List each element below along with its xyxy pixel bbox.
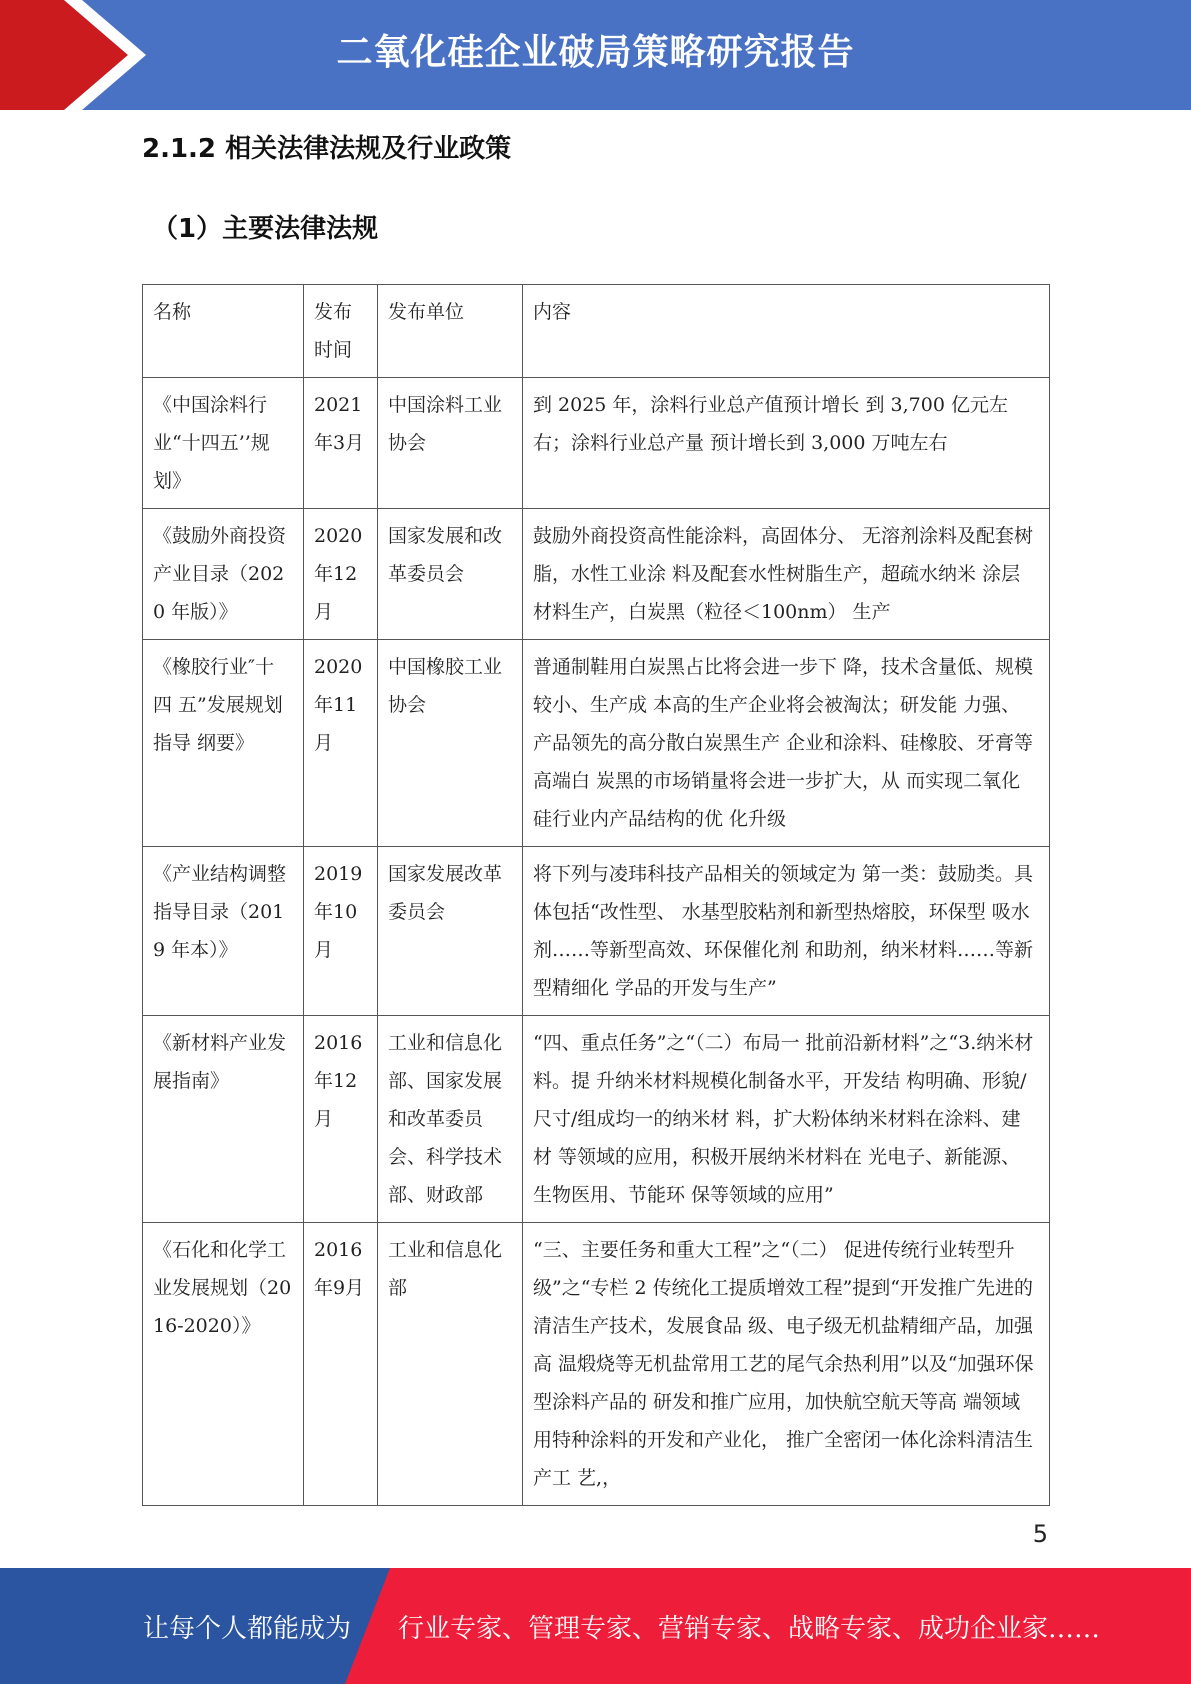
cell-date: 2020年11月 <box>304 640 378 847</box>
table-row <box>143 509 1050 640</box>
cell-issuer: 工业和信息化 部 <box>378 1223 523 1506</box>
page-header-banner <box>0 0 1191 110</box>
column-header-date: 发布时间 <box>304 285 378 378</box>
cell-content: 普通制鞋用白炭黑占比将会进一步下 降，技术含量低、规模较小、生产成 本高的生产企业将会被淘汰；研发能 力强、产品领先的高分散白炭黑生产 企业和涂料、硅橡胶、牙膏等高端白 炭黑的市场销量将会进一步扩大，从 而实现二氧化硅行业内产品结构的优 化升级 <box>523 640 1050 847</box>
table-header-row <box>143 285 1050 378</box>
table-row <box>143 847 1050 1016</box>
cell-issuer: 工业和信息化 部、国家发展 和改革委员 会、科学技术 部、财政部 <box>378 1016 523 1223</box>
cell-issuer: 国家发展改革 委员会 <box>378 847 523 1016</box>
cell-content: 将下列与凌玮科技产品相关的领域定为 第一类：鼓励类。具体包括“改性型、 水基型胶粘剂和新型热熔胶，环保型 吸水剂……等新型高效、环保催化剂 和助剂，纳米材料……等新型精细化 学品的开发与生产” <box>523 847 1050 1016</box>
cell-name: 《中国涂料行业“十四五’’规划》 <box>143 378 304 509</box>
column-header-issuer: 发布单位 <box>378 285 523 378</box>
cell-name: 《橡胶行业″十四 五”发展规划指导 纲要》 <box>143 640 304 847</box>
column-header-content: 内容 <box>523 285 1050 378</box>
cell-date: 2021年3月 <box>304 378 378 509</box>
table-row <box>143 1223 1050 1506</box>
cell-name: 《新材料产业发 展指南》 <box>143 1016 304 1223</box>
table-row <box>143 640 1050 847</box>
table-row <box>143 378 1050 509</box>
cell-content: “三、主要任务和重大工程”之“（二） 促进传统行业转型升级”之“专栏 2 传统化工提质增效工程”提到“开发推广先进的清洁生产技术，发展食品 级、电子级无机盐精细产品，加强高 温煅烧等无机盐常用工艺的尾气余热利用”以及“加强环保型涂料产品的 研发和推广应用，加快航空航天等高 端领域用特种涂料的开发和产业化， 推广全密闭一体化涂料清洁生产工 艺,， <box>523 1223 1050 1506</box>
column-header-name: 名称 <box>143 285 304 378</box>
page-footer-banner <box>0 1568 1191 1684</box>
footer-slogan-left: 让每个人都能成为 <box>143 1614 352 1644</box>
policy-table <box>142 284 1050 1506</box>
cell-date: 2016年9月 <box>304 1223 378 1506</box>
page-number: 5 <box>1032 1520 1048 1548</box>
cell-content: “四、重点任务”之“（二）布局一 批前沿新材料”之“3.纳米材料。提 升纳米材料规模化制备水平，开发结 构明确、形貌/尺寸/组成均一的纳米材 料，扩大粉体纳米材料在涂料、建材 等领域的应用，积极开展纳米材料在 光电子、新能源、生物医用、节能环 保等领域的应用” <box>523 1016 1050 1223</box>
cell-name: 《鼓励外商投资 产业目录（2020 年版）》 <box>143 509 304 640</box>
report-title: 二氧化硅企业破局策略研究报告 <box>336 32 855 73</box>
cell-name: 《石化和化学工 业发展规划（2016-2020）》 <box>143 1223 304 1506</box>
cell-date: 2016年12月 <box>304 1016 378 1223</box>
section-heading: 2.1.2 相关法律法规及行业政策 <box>142 134 512 164</box>
cell-name: 《产业结构调整 指导目录（2019 年本）》 <box>143 847 304 1016</box>
cell-date: 2019年10月 <box>304 847 378 1016</box>
table-row <box>143 1016 1050 1223</box>
footer-slogan-right: 行业专家、管理专家、营销专家、战略专家、成功企业家…… <box>398 1614 1101 1644</box>
cell-date: 2020年12月 <box>304 509 378 640</box>
cell-content: 鼓励外商投资高性能涂料，高固体分、 无溶剂涂料及配套树脂，水性工业涂 料及配套水性树脂生产，超疏水纳米 涂层材料生产，白炭黑（粒径＜100nm） 生产 <box>523 509 1050 640</box>
cell-issuer: 国家发展和改 革委员会 <box>378 509 523 640</box>
cell-issuer: 中国涂料工业 协会 <box>378 378 523 509</box>
sub-heading: （1）主要法律法规 <box>152 214 379 244</box>
cell-issuer: 中国橡胶工业 协会 <box>378 640 523 847</box>
cell-content: 到 2025 年，涂料行业总产值预计增长 到 3,700 亿元左右；涂料行业总产量 预计增长到 3,000 万吨左右 <box>523 378 1050 509</box>
